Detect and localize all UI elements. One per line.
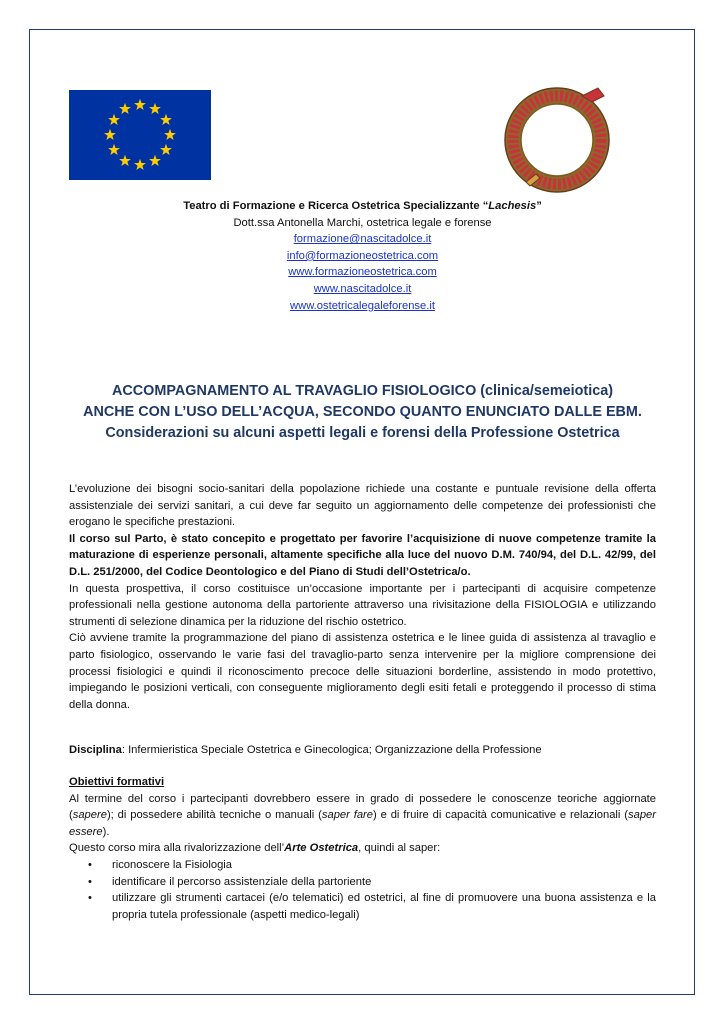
disciplina-text: : Infermieristica Speciale Ostetrica e Ginecologica; Organizzazione della Professione: [121, 744, 542, 756]
flag-star-icon: [108, 144, 120, 155]
flag-star-icon: [108, 114, 120, 125]
bullet-icon: •: [88, 892, 92, 905]
intro-paragraph-2: Il corso sul Parto, è stato concepito e progettato per favorire l’acquisizione di nuove competenze tramite la maturazione di esperienze personali, altamente specifiche alla luce del nuovo D.M. 740/94, del D.L. 42/99, del D.L. 251/2000, del Codice Deontologico e del Piano di Studi dell’Ostetrica/o.: [69, 532, 656, 578]
flag-star-icon: [160, 114, 172, 125]
list-item: • utilizzare gli strumenti cartacei (e/o telematici) ed ostetrici, al fine di promuovere una buona assistenza e la propria tutela professionale (aspetti medico-legali): [88, 892, 656, 921]
obiettivi-paragraph-1: Al termine del corso i partecipanti dovrebbero essere in grado di possedere le conoscenze teoriche aggiornate (sapere); di possedere abilità tecniche o manuali (saper fare) e di fruire di capacità comunicative e relazionali (saper essere).: [69, 792, 656, 838]
flag-star-icon: [119, 155, 131, 166]
disciplina-label: Disciplina: [69, 744, 122, 756]
link-email-formazione[interactable]: formazione@nascitadolce.it: [293, 233, 432, 246]
flag-star-icon: [134, 159, 146, 170]
intro-paragraph-1: L’evoluzione dei bisogni socio-sanitari della popolazione richiede una costante e puntuale revisione della offerta assistenziale dei servizi sanitari, a cui deve far seguito un aggiornamento delle competenze dei professionisti che erogano le specifiche prestazioni.: [69, 483, 656, 529]
organization-name: Teatro di Formazione e Ricerca Ostetrica Specializzante “Lachesis”: [183, 200, 542, 212]
document-title: [69, 381, 656, 444]
intro-section: [69, 481, 656, 713]
intro-paragraph-4: Ciò avviene tramite la programmazione del piano di assistenza ostetrica e le linee guida di assistenza al travaglio e parto fisiologico, osservando le varie fasi del travaglio-parto senza intervenire per la migliore comprensione dei processi fisiologici e quindi il riconoscimento precoce delle situazioni borderline, assistendo in modo protettivo, impiegando le posizioni verticali, con conseguente miglioramento degli esiti fetali e proteggendo il processo di stima della donna.: [69, 632, 656, 711]
eu-flag-logo: [69, 90, 211, 180]
flag-star-icon: [104, 129, 116, 140]
obiettivi-heading: Obiettivi formativi: [69, 776, 165, 788]
header-block: [69, 198, 656, 314]
author-name: Dott.ssa Antonella Marchi, ostetrica legale e forense: [233, 216, 492, 229]
ouroboros-logo: [500, 82, 618, 194]
disciplina-line: [69, 742, 656, 759]
list-item: • riconoscere la Fisiologia: [69, 857, 656, 874]
flag-star-icon: [164, 129, 176, 140]
flag-star-icon: [149, 155, 161, 166]
title-line-3: Considerazioni su alcuni aspetti legali e forensi della Professione Ostetrica: [105, 425, 620, 441]
flag-star-icon: [149, 103, 161, 114]
flag-star-icon: [134, 99, 146, 110]
title-line-2: ANCHE CON L’USO DELL’ACQUA, SECONDO QUANTO ENUNCIATO DALLE EBM.: [83, 404, 642, 420]
obiettivi-paragraph-2: Questo corso mira alla rivalorizzazione dell’Arte Ostetrica, quindi al saper:: [69, 842, 441, 855]
flag-star-icon: [160, 144, 172, 155]
flag-star-icon: [119, 103, 131, 114]
obiettivi-section: [69, 774, 656, 923]
intro-paragraph-3: In questa prospettiva, il corso costituisce un’occasione importante per i partecipanti di acquisire competenze professionali nella gestione autonoma della partoriente attraverso una rivisitazione della FISIOLOGIA e utilizzando strumenti di selezione dinamica per la riduzione del rischio ostetrico.: [69, 582, 656, 628]
title-line-1: ACCOMPAGNAMENTO AL TRAVAGLIO FISIOLOGICO (clinica/semeiotica): [111, 383, 614, 399]
link-ostetricalegaleforense[interactable]: www.ostetricalegaleforense.it: [290, 299, 435, 312]
link-formazioneostetrica[interactable]: www.formazioneostetrica.com: [288, 266, 437, 279]
bullet-icon: •: [88, 875, 92, 888]
link-email-info[interactable]: info@formazioneostetrica.com: [286, 249, 439, 262]
list-item: • identificare il percorso assistenziale della partoriente: [69, 874, 656, 891]
bullet-icon: •: [88, 858, 92, 871]
obiettivi-list: [69, 857, 656, 923]
link-nascitadolce[interactable]: www.nascitadolce.it: [313, 282, 412, 295]
